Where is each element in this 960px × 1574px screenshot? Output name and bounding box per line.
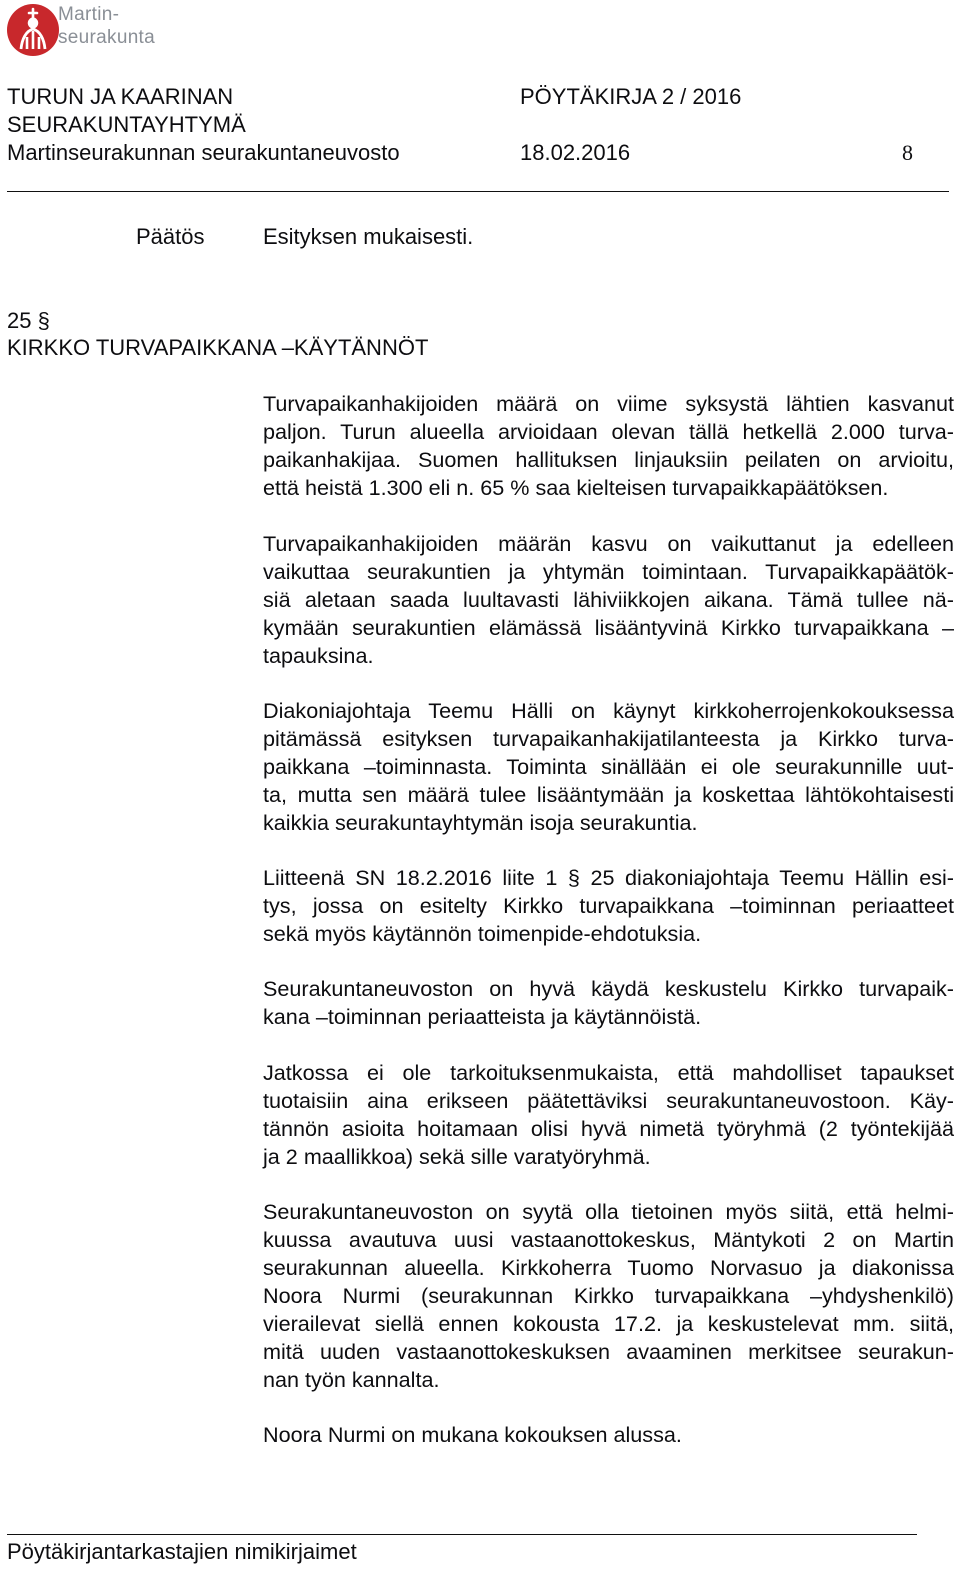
paragraph-line: siä aletaan saada luultavasti lähiviikkojen aikana. Tämä tullee nä-	[263, 587, 954, 612]
paragraph-line: vierailevat siellä ennen kokousta 17.2. ja keskustelevat mm. siitä,	[263, 1311, 954, 1336]
paragraph-line: seurakunnan alueella. Kirkkoherra Tuomo Norvasuo ja diakonissa	[263, 1255, 954, 1280]
paragraph-line: Noora Nurmi on mukana kokouksen alussa.	[263, 1422, 682, 1447]
paragraph-line: ja 2 maallikkoa) sekä sille varatyöryhmä.	[263, 1144, 651, 1169]
logo-line-2: seurakunta	[58, 27, 156, 48]
paragraph-line: Seurakuntaneuvoston on syytä olla tietoinen myös siitä, että helmi-	[263, 1199, 954, 1224]
footer-initials-label: Pöytäkirjantarkastajien nimikirjaimet	[7, 1539, 357, 1564]
decision-text: Esityksen mukaisesti.	[263, 224, 474, 249]
paragraph-line: sekä myös käytännön toimenpide-ehdotuksia.	[263, 921, 702, 946]
paragraph-line: nan työn kannalta.	[263, 1367, 440, 1392]
paragraph-line: paikkana –toiminnasta. Toiminta sinällään ei ole seurakunnille uut-	[263, 754, 954, 779]
paragraph-line: kuussa avautuva uusi vastaanottokeskus, Mäntykoti 2 on Martin	[263, 1227, 954, 1252]
paragraph-line: paljon. Turun alueella arvioidaan olevan tällä hetkellä 2.000 turva-	[263, 419, 954, 444]
org-name-line-2: SEURAKUNTAYHTYMÄ	[7, 112, 246, 137]
paragraph-line: Liitteenä SN 18.2.2016 liite 1 § 25 diakoniajohtaja Teemu Hällin esi-	[263, 865, 954, 890]
paragraph-line: vaikuttaa seurakuntien ja yhtymän toimintaan. Turvapaikkapäätök-	[263, 559, 954, 584]
paragraph-3	[263, 697, 954, 837]
paragraph-line: kana –toiminnan periaatteista ja käytännöistä.	[263, 1004, 702, 1029]
header-divider	[7, 191, 949, 192]
paragraph-line: Diakoniajohtaja Teemu Hälli on käynyt kirkkoherrojenkokouksessa	[263, 698, 954, 723]
paragraph-line: pitämässä esityksen turvapaikanhakijatilanteesta ja Kirkko turva-	[263, 726, 954, 751]
section-title: KIRKKO TURVAPAIKKANA –KÄYTÄNNÖT	[7, 335, 429, 360]
paragraph-line: Jatkossa ei ole tarkoituksenmukaista, että mahdolliset tapaukset	[263, 1060, 954, 1085]
paragraph-line: paikanhakijaa. Suomen hallituksen linjauksiin peilaten on arvioitu,	[263, 447, 954, 472]
paragraph-line: tys, jossa on esitelty Kirkko turvapaikkana –toiminnan periaatteet	[263, 893, 954, 918]
paragraph-line: mitä uuden vastaanottokeskuksen avaaminen merkitsee seurakun-	[263, 1339, 954, 1364]
paragraph-line: tännön asioita hoitamaan olisi hyvä nimetä työryhmä (2 työntekijää	[263, 1116, 954, 1141]
paragraph-line: kymään seurakuntien elämässä lisääntyvinä Kirkko turvapaikkana –	[263, 615, 954, 640]
paragraph-2	[263, 530, 954, 670]
org-name-line-1: TURUN JA KAARINAN	[7, 84, 234, 109]
page-number: 8	[902, 140, 913, 165]
paragraph-5	[263, 975, 954, 1031]
paragraph-line: tuotaisiin aina erikseen päätettäviksi seurakuntaneuvostoon. Käy-	[263, 1088, 954, 1113]
paragraph-4	[263, 864, 954, 948]
paragraph-line: tapauksina.	[263, 643, 374, 668]
paragraph-line: Turvapaikanhakijoiden määrä on viime syksystä lähtien kasvanut	[263, 391, 954, 416]
paragraph-8	[263, 1421, 954, 1449]
paragraph-6	[263, 1059, 954, 1171]
paragraph-line: että heistä 1.300 eli n. 65 % saa kielteisen turvapaikkapäätöksen.	[263, 475, 889, 500]
document-title: PÖYTÄKIRJA 2 / 2016	[520, 84, 742, 109]
logo-line-1: Martin-	[58, 4, 120, 25]
paragraph-1	[263, 390, 954, 502]
council-name: Martinseurakunnan seurakuntaneuvosto	[7, 140, 400, 165]
paragraph-7	[263, 1198, 954, 1394]
paragraph-line: Seurakuntaneuvoston on hyvä käydä keskustelu Kirkko turvapaik-	[263, 976, 954, 1001]
footer-divider	[7, 1534, 917, 1535]
paragraph-line: Noora Nurmi (seurakunnan Kirkko turvapaikkana –yhdyshenkilö)	[263, 1283, 954, 1308]
paragraph-line: Turvapaikanhakijoiden määrän kasvu on vaikuttanut ja edelleen	[263, 531, 954, 556]
decision-label: Päätös	[136, 224, 205, 249]
paragraph-line: ta, mutta sen määrä tulee lisääntymään ja koskettaa lähtökohtaisesti	[263, 782, 954, 807]
meeting-date: 18.02.2016	[520, 140, 631, 165]
logo-wordmark	[58, 3, 155, 49]
section-number: 25 §	[7, 308, 50, 333]
paragraph-line: kaikkia seurakuntayhtymän isoja seurakuntia.	[263, 810, 698, 835]
